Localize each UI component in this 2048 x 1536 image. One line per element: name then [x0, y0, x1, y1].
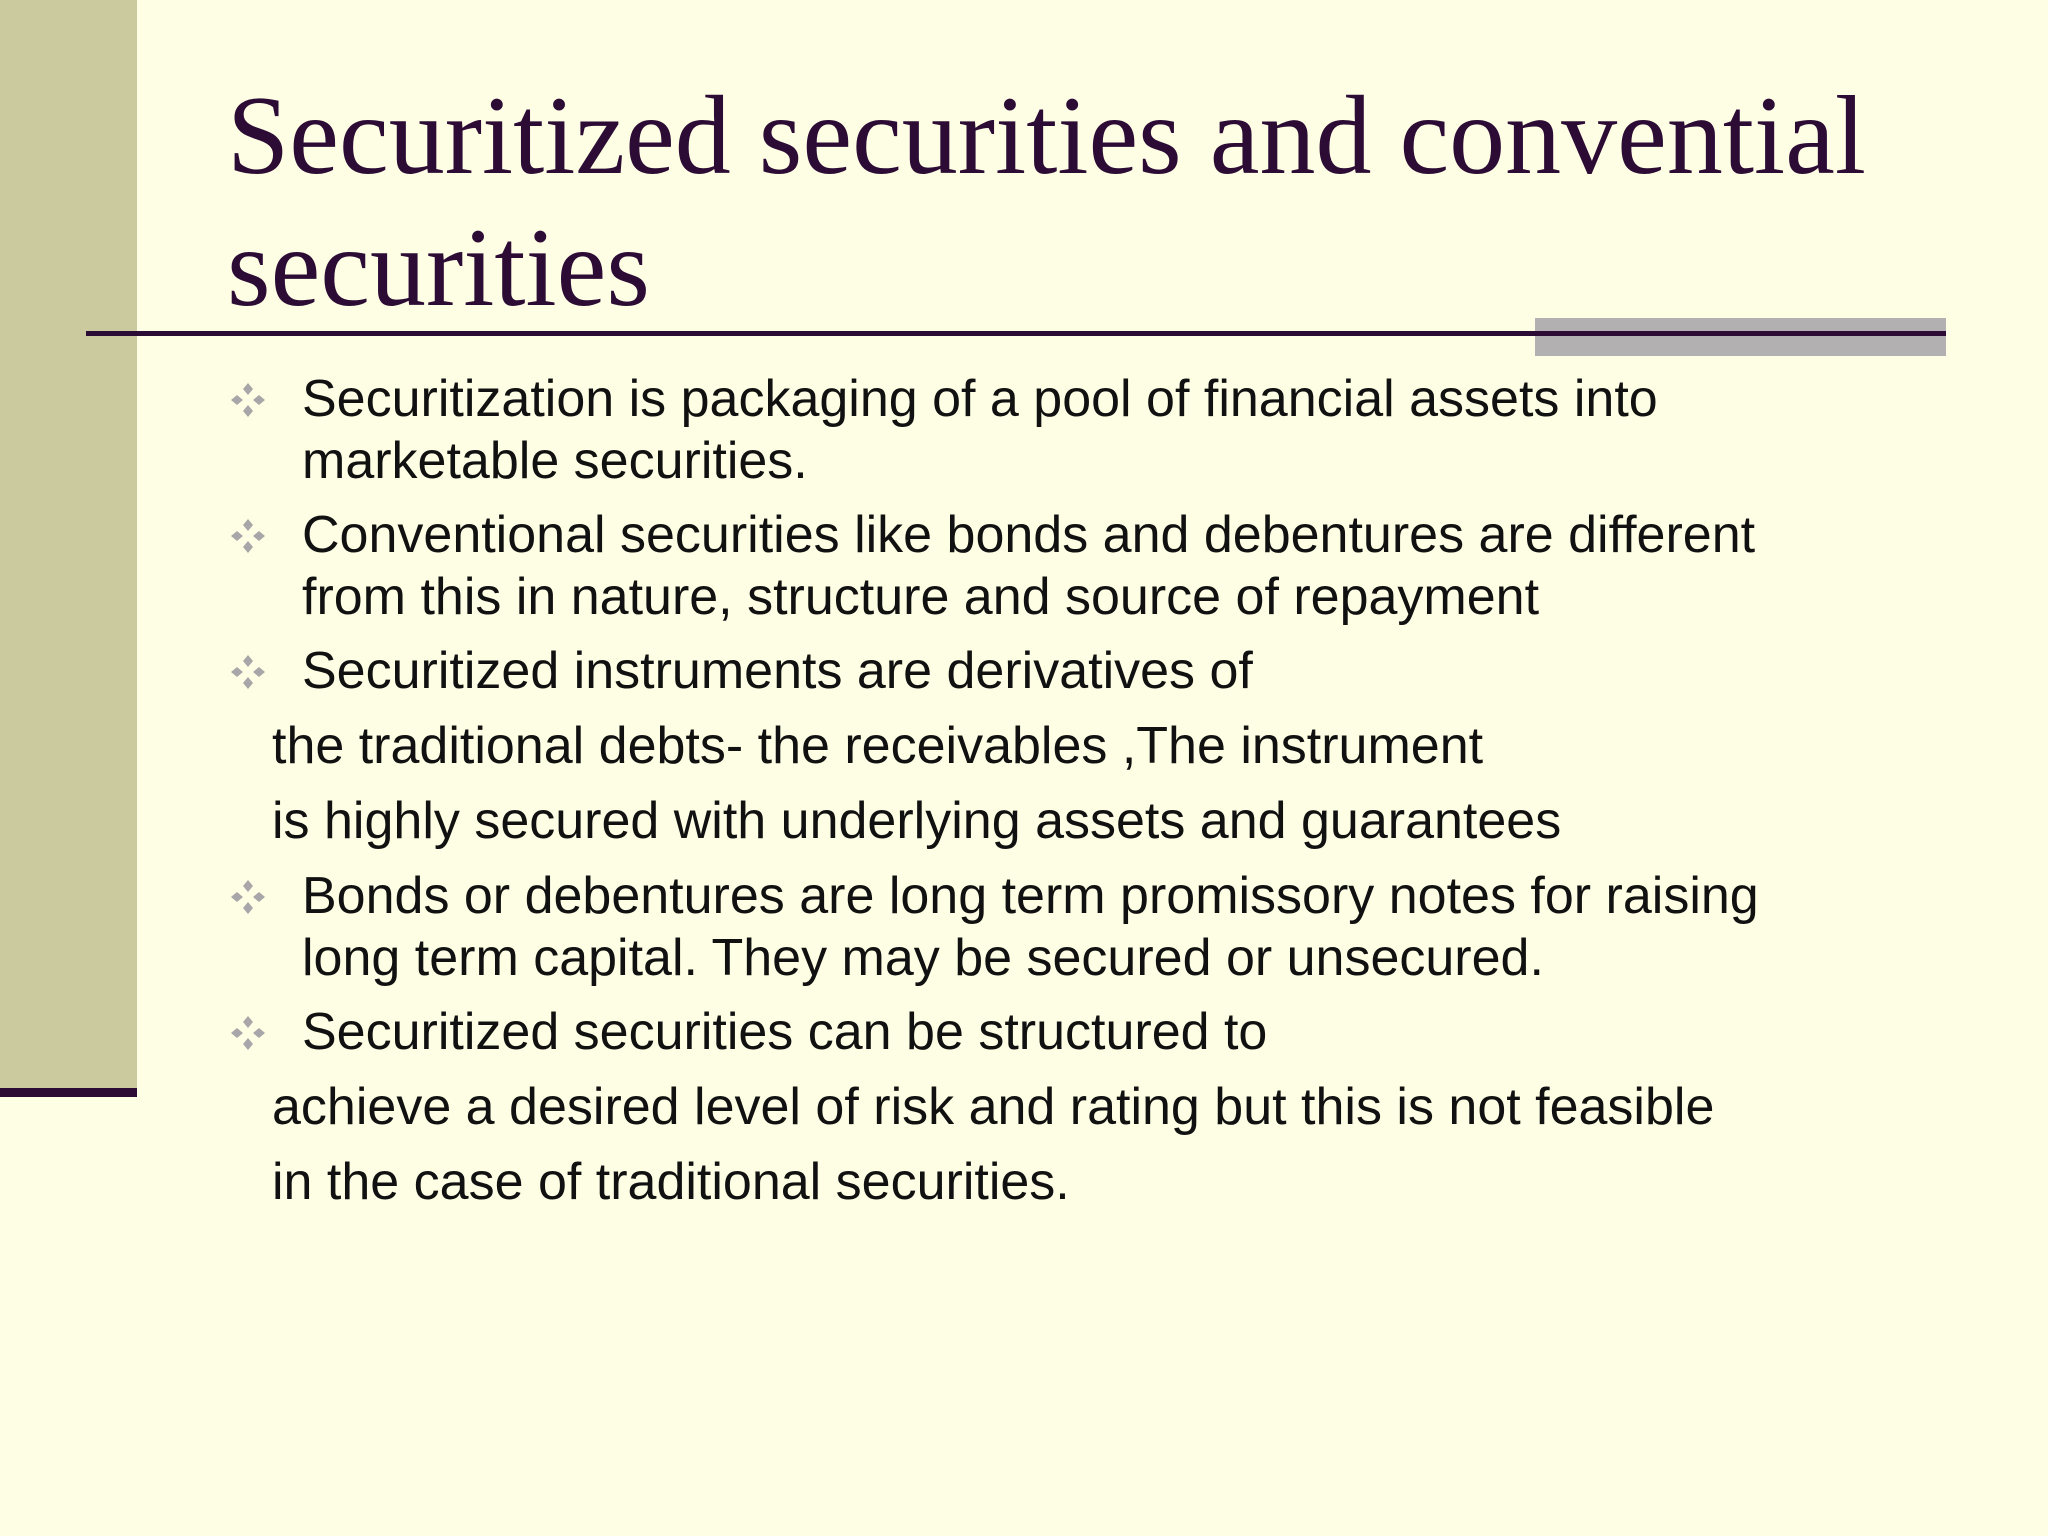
four-diamond-bullet-icon: [228, 380, 268, 420]
bullet-3-continuation-1: the traditional debts- the receivables ,The instrument: [272, 717, 1484, 775]
four-diamond-bullet-icon: [228, 652, 268, 692]
bullet-4-line-2: long term capital. They may be secured or unsecured.: [302, 929, 1544, 987]
slide-title: Securitized securities and convential securities: [227, 74, 1866, 330]
four-diamond-bullet-icon: [228, 877, 268, 917]
four-diamond-bullet-icon: [228, 516, 268, 556]
bullet-1-line-1: Securitization is packaging of a pool of financial assets into: [302, 370, 1658, 428]
bullet-5-continuation-1: achieve a desired level of risk and rating but this is not feasible: [272, 1078, 1715, 1136]
bullet-1-line-2: marketable securities.: [302, 432, 808, 490]
bullet-4-line-1: Bonds or debentures are long term promissory notes for raising: [302, 867, 1759, 925]
bullet-5-line-1: Securitized securities can be structured to: [302, 1003, 1268, 1061]
bullet-2-line-2: from this in nature, structure and source of repayment: [302, 568, 1540, 626]
bullet-2-line-1: Conventional securities like bonds and debentures are different: [302, 506, 1756, 564]
bullet-5-continuation-2: in the case of traditional securities.: [272, 1153, 1070, 1211]
bullet-3-continuation-2: is highly secured with underlying assets and guarantees: [272, 792, 1562, 850]
four-diamond-bullet-icon: [228, 1013, 268, 1053]
bullet-3-line-1: Securitized instruments are derivatives of: [302, 642, 1253, 700]
